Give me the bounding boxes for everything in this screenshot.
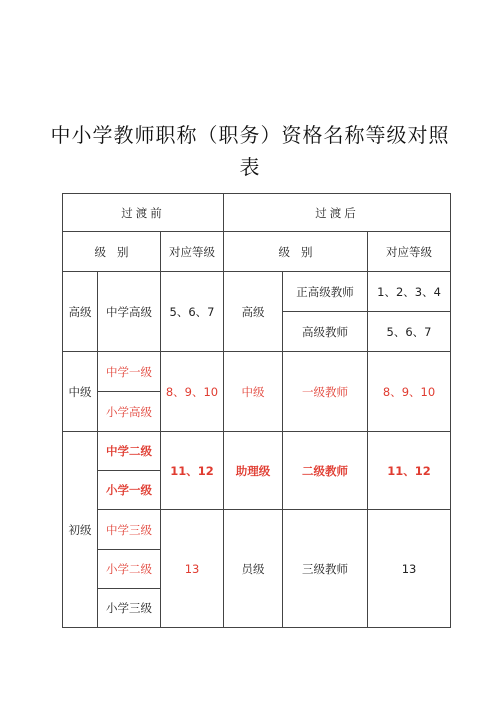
junior-after-grade-a: 11、12: [368, 432, 451, 510]
title-grade-comparison-table: [62, 193, 451, 628]
junior-grade-b: 13: [161, 510, 224, 628]
table-row-senior-1: [63, 272, 451, 312]
senior-after-title-2: 高级教师: [283, 312, 368, 352]
intermediate-after-title: 一级教师: [283, 352, 368, 432]
page-title-line-1: 中小学教师职称（职务）资格名称等级对照: [50, 123, 450, 147]
header-before: 过渡前: [63, 194, 224, 232]
intermediate-after-group: 中级: [224, 352, 283, 432]
intermediate-before-title-2: 小学高级: [98, 392, 161, 432]
senior-after-group: 高级: [224, 272, 283, 352]
header-after: 过渡后: [224, 194, 451, 232]
junior-grade-a: 11、12: [161, 432, 224, 510]
header-after-grade: 对应等级: [368, 232, 451, 272]
table-row-intermediate-1: [63, 352, 451, 392]
intermediate-before-grade: 8、9、10: [161, 352, 224, 432]
junior-after-group-a: 助理级: [224, 432, 283, 510]
junior-before-title-4: 小学二级: [98, 550, 161, 589]
intermediate-after-grade: 8、9、10: [368, 352, 451, 432]
junior-after-group-b: 员级: [224, 510, 283, 628]
junior-after-title-b: 三级教师: [283, 510, 368, 628]
intermediate-group-label: 中级: [63, 352, 98, 432]
senior-group-label: 高级: [63, 272, 98, 352]
table-row-junior-3: [63, 510, 451, 550]
junior-before-title-5: 小学三级: [98, 589, 161, 628]
intermediate-before-title-1: 中学一级: [98, 352, 161, 392]
junior-after-title-a: 二级教师: [283, 432, 368, 510]
senior-after-title-1: 正高级教师: [283, 272, 368, 312]
table-row-junior-1: [63, 432, 451, 471]
senior-before-grade: 5、6、7: [161, 272, 224, 352]
junior-before-title-3: 中学三级: [98, 510, 161, 550]
header-before-level: 级 别: [63, 232, 161, 272]
header-row-sub: [63, 232, 451, 272]
junior-before-title-1: 中学二级: [98, 432, 161, 471]
junior-after-grade-b: 13: [368, 510, 451, 628]
header-row-top: [63, 194, 451, 232]
senior-after-grade-2: 5、6、7: [368, 312, 451, 352]
junior-before-title-2: 小学一级: [98, 471, 161, 510]
header-before-grade: 对应等级: [161, 232, 224, 272]
header-after-level: 级 别: [224, 232, 368, 272]
senior-before-title: 中学高级: [98, 272, 161, 352]
page-title-line-2: 表: [239, 155, 261, 179]
junior-group-label: 初级: [63, 432, 98, 628]
senior-after-grade-1: 1、2、3、4: [368, 272, 451, 312]
